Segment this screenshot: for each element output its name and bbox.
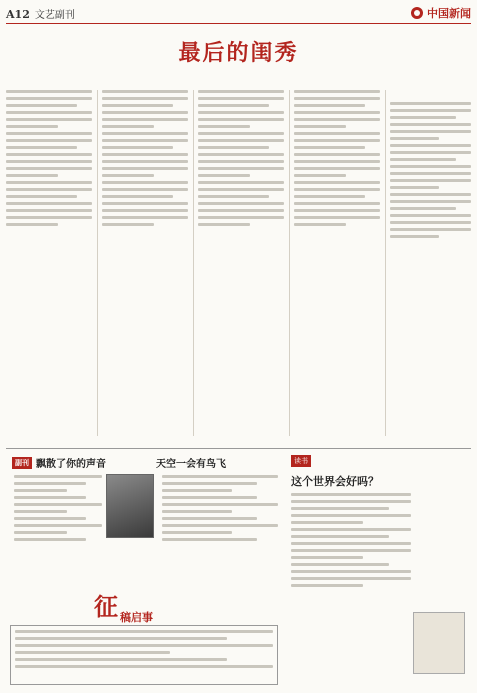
article-column-5	[390, 102, 471, 438]
bottom-section	[6, 448, 471, 688]
poem-tag: 副刊	[12, 457, 32, 469]
article-column-3	[198, 90, 284, 438]
brand-logo-icon	[411, 7, 423, 19]
section-name: 文艺副刊	[34, 10, 75, 21]
book-headline: 这个世界会好吗？	[291, 475, 379, 488]
poem-1-body	[14, 475, 102, 615]
book-cover-image	[413, 612, 465, 674]
poem-heading	[12, 455, 106, 470]
call-for-submissions-mark: 征	[94, 592, 118, 621]
book-tag: 读书	[291, 455, 311, 467]
book-review-body	[291, 493, 411, 679]
submission-notice-box	[10, 625, 278, 685]
poem-title-2: 天空一会有鸟飞	[156, 459, 226, 470]
portrait-photo	[106, 474, 154, 538]
column-rule	[97, 90, 98, 436]
brand-name: 中国新闻	[427, 7, 471, 20]
article-column-1	[6, 90, 92, 438]
book-review-section	[287, 449, 471, 688]
article-headline: 最后的闺秀	[178, 40, 299, 66]
page-code: A12	[6, 8, 30, 21]
column-rule	[385, 90, 386, 436]
poem-2-body	[162, 475, 278, 615]
brand	[411, 5, 471, 21]
book-header	[291, 455, 311, 467]
column-rule	[193, 90, 194, 436]
article-column-4	[294, 90, 380, 438]
masthead-left	[6, 6, 75, 21]
top-article	[6, 28, 471, 444]
article-column-2	[102, 90, 188, 438]
call-for-submissions-label: 稿启事	[120, 611, 153, 624]
masthead	[6, 4, 471, 24]
poem-title: 飘散了你的声音	[36, 459, 106, 470]
column-rule	[289, 90, 290, 436]
